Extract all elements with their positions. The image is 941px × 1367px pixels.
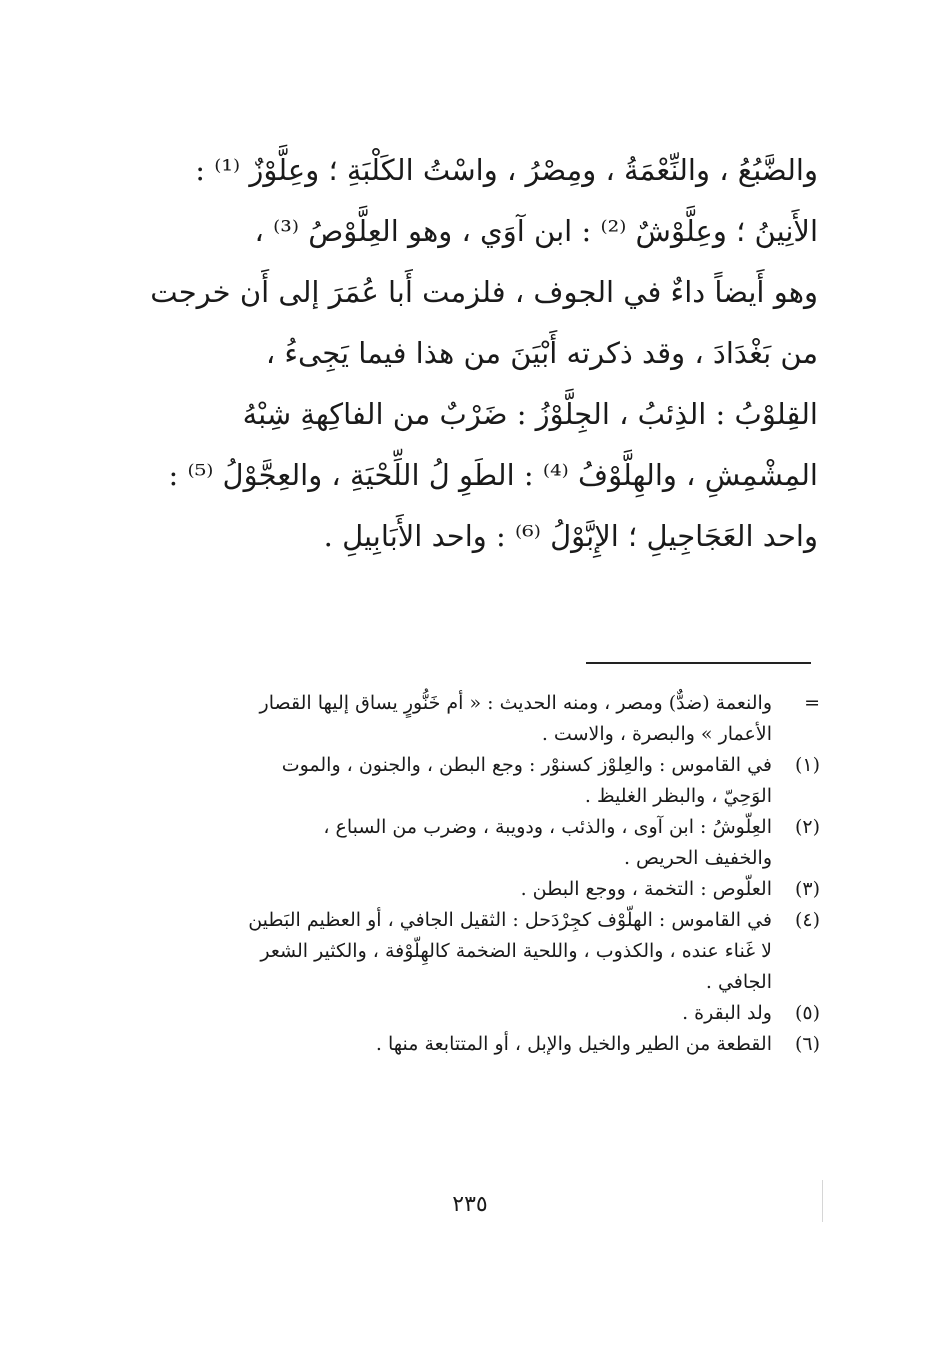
footnote-1	[140, 750, 820, 812]
footnote-text	[140, 688, 772, 750]
footnote-continuation	[140, 688, 820, 750]
footnote-line: العِلّوشُ : ابن آوى ، والذئب ، ودويبة ، وضرب من السباع ،	[323, 816, 772, 838]
footnote-marker: (٦)	[794, 1033, 820, 1055]
footnote-text	[140, 750, 772, 812]
footnote-text	[140, 998, 772, 1029]
footnote-4	[140, 905, 820, 998]
footnote-divider	[586, 662, 811, 664]
footnote-line: والخفيف الحريص .	[623, 847, 772, 869]
scan-edge-mark	[822, 1180, 823, 1222]
main-text-line: والضَّبُعُ ، والنِّعْمَةُ ، ومِصْرُ ، واسْتُ الكَلْبَةِ ؛ وعِلَّوْزٌ ⁽¹⁾ :	[195, 153, 818, 187]
footnote-line: والنعمة (ضدٌّ) ومصر ، ومنه الحديث : « أم خَنُّورٍ يساق إليها القصار	[259, 692, 772, 714]
footnote-marker: (٣)	[794, 878, 820, 900]
footnote-text	[140, 1029, 772, 1060]
footnote-line: الأعمار » والبصرة ، والاست .	[541, 723, 772, 745]
main-text-line: الأَنِينُ ؛ وعِلَّوْشٌ ⁽²⁾ : ابن آوَي ، وهو العِلَّوْصُ ⁽³⁾ ،	[254, 214, 818, 248]
main-text-line: القِلوْبُ : الذِئبُ ، الجِلَّوْزُ : ضَرْبٌ من الفاكِهةِ شِبْهُ	[242, 397, 818, 431]
footnote-line: الوَحِيّ ، والبظر الغليظ .	[584, 785, 772, 807]
main-text-line: وهو أَيضاً داءٌ في الجوف ، فلزمت أَبا عُمَرَ إلى أَن خرجت	[150, 275, 818, 309]
main-text-line: المِشْمِشِ ، والهِلَّوْفُ ⁽⁴⁾ : الطَوِ لُ اللِّحْيَةِ ، والعِجَّوْلُ ⁽⁵⁾ :	[168, 458, 818, 492]
footnote-marker: (١)	[794, 754, 820, 776]
footnote-line: لا غَناء عنده ، والكذوب ، واللحية الضخمة كالهِلّوْفة ، والكثير الشعر	[260, 940, 772, 962]
footnote-text	[140, 905, 772, 998]
footnotes-block	[140, 688, 820, 1060]
footnote-line: في القاموس : الهلّوْف كجِرْدَحل : الثقيل الجافي ، أو العظيم البَطين	[248, 909, 772, 931]
footnote-5	[140, 998, 820, 1029]
main-text-line: واحد العَجَاجِيلِ ؛ الإِبَّوْلُ ⁽⁶⁾ : واحد الأَبَابِيلِ .	[323, 519, 818, 553]
footnote-line: ولد البقرة .	[682, 1002, 772, 1024]
footnote-line: في القاموس : والعِلوْز كسنوْر : وجع البطن ، والجنون ، والموت	[281, 754, 772, 776]
footnote-line: العلّوص : التخمة ، ووجع البطن .	[520, 878, 772, 900]
footnote-text	[140, 812, 772, 874]
footnote-marker: =	[804, 692, 820, 714]
footnote-2	[140, 812, 820, 874]
footnote-marker: (٥)	[794, 1002, 820, 1024]
footnote-marker: (٢)	[794, 816, 820, 838]
footnote-line: القطعة من الطير والخيل والإبل ، أو المتتابعة منها .	[375, 1033, 772, 1055]
footnote-line: الجافي .	[705, 971, 772, 993]
footnote-3	[140, 874, 820, 905]
page-number: ٢٣٥	[452, 1192, 488, 1217]
main-text-line: من بَغْدَادَ ، وقد ذكرته أَبْيَنَ من هذا فيما يَجِىءُ ،	[265, 336, 818, 370]
footnote-6	[140, 1029, 820, 1060]
main-text-block	[148, 140, 818, 567]
footnote-marker: (٤)	[794, 909, 820, 931]
footnote-text	[140, 874, 772, 905]
